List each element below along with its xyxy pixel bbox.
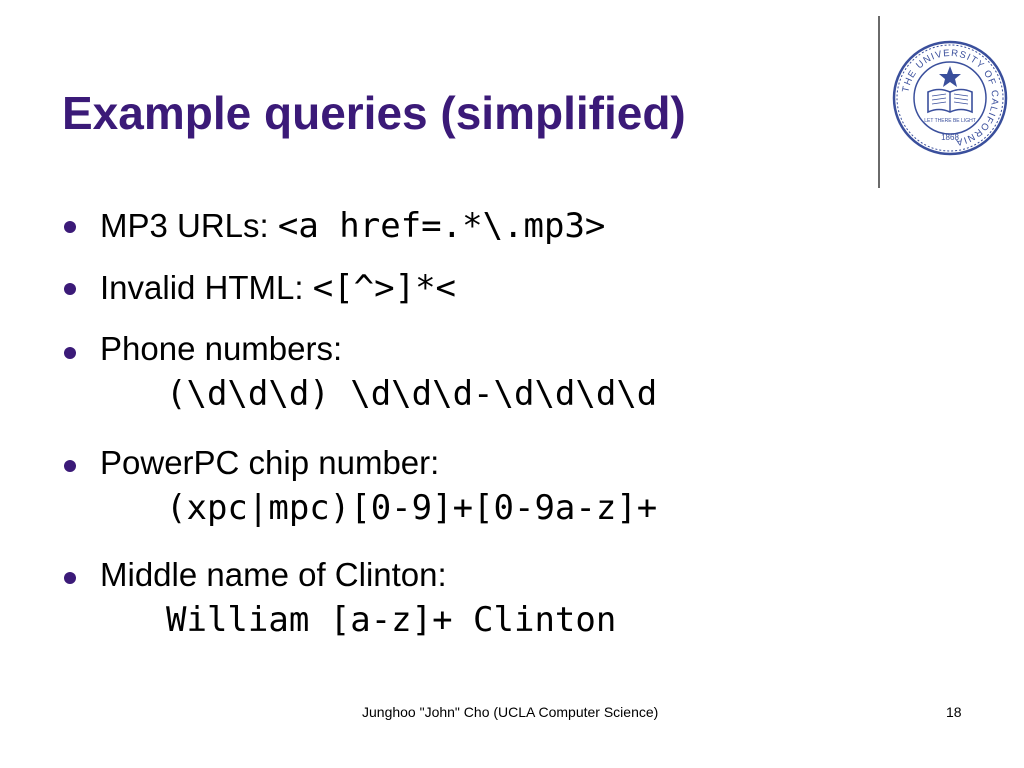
svg-text:1868: 1868 [941,133,959,142]
regex-code: <a href=.*\.mp3> [277,206,606,246]
page-number: 18 [946,704,962,720]
bullet-dot [64,347,76,359]
bullet-dot [64,572,76,584]
regex-code: (\d\d\d) \d\d\d-\d\d\d\d [166,374,658,414]
regex-code: William [a-z]+ Clinton [166,600,617,640]
university-seal-logo [892,40,1008,156]
vertical-divider [878,16,880,188]
bullet-dot [64,221,76,233]
bullet-label: PowerPC chip number: [100,444,440,481]
bullet-label: Invalid HTML: <[^>]*< [100,268,457,308]
footer-credit: Junghoo "John" Cho (UCLA Computer Science) [362,704,659,720]
bullet-dot [64,460,76,472]
regex-code: (xpc|mpc)[0-9]+[0-9a-z]+ [166,488,658,528]
slide-title: Example queries (simplified) [62,87,686,139]
bullet-label: Phone numbers: [100,330,343,367]
bullet-label: MP3 URLs: <a href=.*\.mp3> [100,206,606,246]
svg-text:LET THERE BE LIGHT: LET THERE BE LIGHT [924,118,976,124]
bullet-dot [64,283,76,295]
svg-text:THE UNIVERSITY OF CALIFORNIA: THE UNIVERSITY OF CALIFORNIA [900,47,1001,148]
regex-code: <[^>]*< [312,268,457,308]
bullet-label: Middle name of Clinton: [100,556,447,593]
